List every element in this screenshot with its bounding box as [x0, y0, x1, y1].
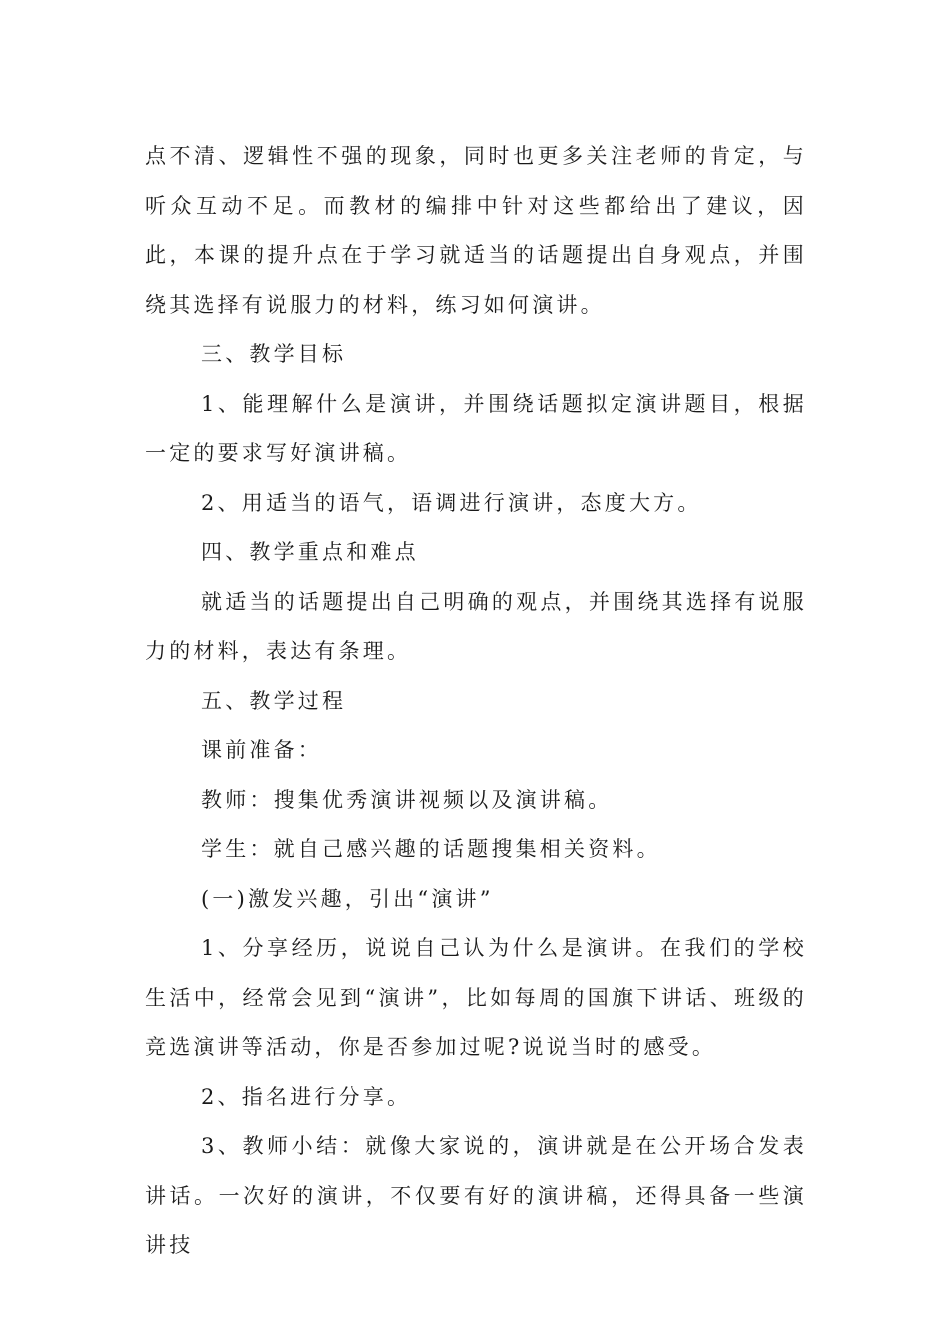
paragraph: 1、能理解什么是演讲，并围绕话题拟定演讲题目，根据一定的要求写好演讲稿。 [145, 391, 807, 465]
paragraph: 2、用适当的语气，语调进行演讲，态度大方。 [201, 490, 702, 515]
paragraph: 就适当的话题提出自己明确的观点，并围绕其选择有说服力的材料，表达有条理。 [145, 589, 807, 663]
document-body [145, 132, 807, 1271]
paragraph: 学生：就自己感兴趣的话题搜集相关资料。 [201, 837, 661, 861]
paragraph: 1、分享经历，说说自己认为什么是演讲。在我们的学校生活中，经常会见到“演讲”，比如每周的国旗下讲话、班级的竞选演讲等活动，你是否参加过呢?说说当时的感受。 [145, 936, 807, 1059]
section-heading-key-points: 四、教学重点和难点 [201, 540, 419, 564]
paragraph: 教师：搜集优秀演讲视频以及演讲稿。 [201, 787, 613, 812]
section-heading-teaching-goals: 三、教学目标 [201, 342, 347, 366]
subsection-heading: (一)激发兴趣，引出“演讲” [201, 886, 494, 911]
paragraph: 点不清、逻辑性不强的现象，同时也更多关注老师的肯定，与听众互动不足。而教材的编排中针对这些都给出了建议，因此，本课的提升点在于学习就适当的话题提出自身观点，并围绕其选择有说服力的材料，练习如何演讲。 [145, 144, 807, 317]
paragraph: 3、教师小结：就像大家说的，演讲就是在公开场合发表讲话。一次好的演讲，不仅要有好的演讲稿，还得具备一些演讲技 [145, 1134, 807, 1257]
paragraph: 2、指名进行分享。 [201, 1084, 412, 1109]
section-heading-teaching-process: 五、教学过程 [201, 688, 347, 713]
paragraph: 课前准备： [201, 738, 322, 762]
